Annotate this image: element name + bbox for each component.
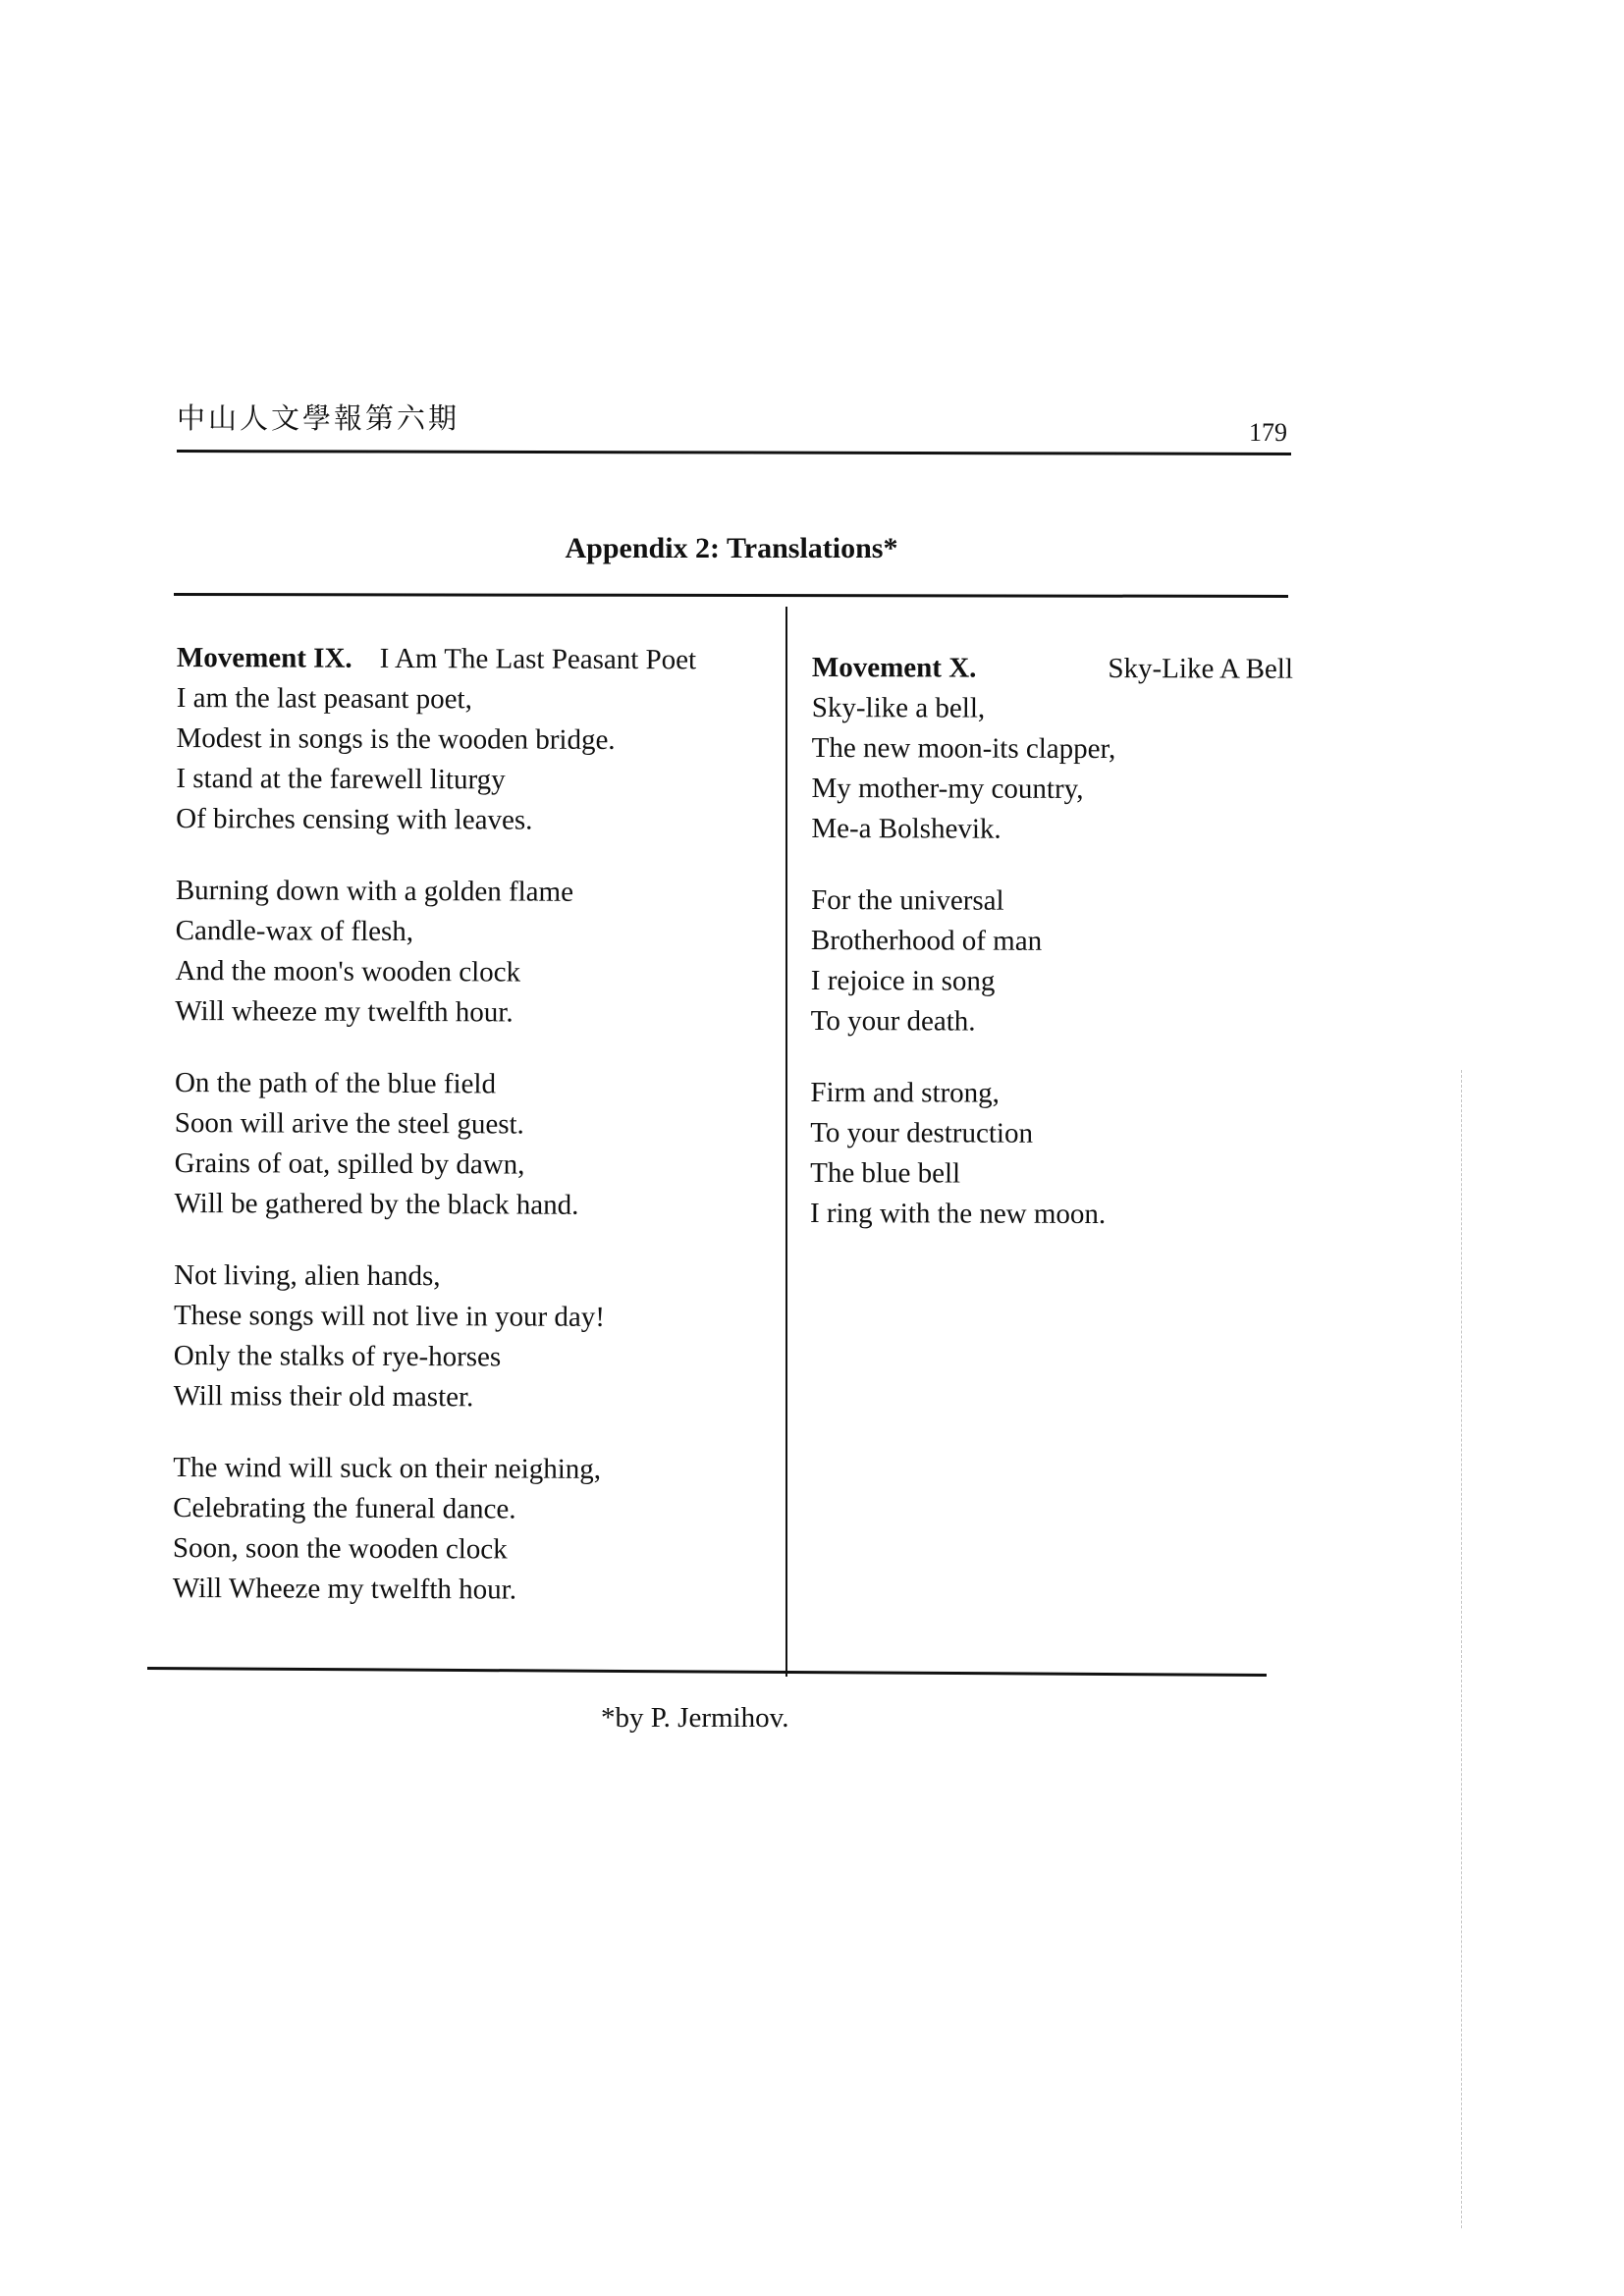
poem-line: The blue bell [810,1156,961,1190]
left-stanza [174,1255,764,1419]
footnote: *by P. Jermihov. [601,1702,789,1734]
left-movement-heading [177,638,766,681]
page-title: Appendix 2: Translations* [565,532,898,564]
poem-line: On the path of the blue field [174,1066,497,1100]
left-movement-label: Movement IX. [176,641,352,674]
right-stanza [811,881,1293,1043]
poem-line: Grains of oat, spilled by dawn, [174,1147,525,1181]
poem-line: Modest in songs is the wooden bridge. [176,721,616,756]
table-bottom-rule [147,1667,1267,1677]
poem-line: Soon will arive the steel guest. [174,1106,524,1141]
column-divider [785,607,787,1677]
poem-line: To your death. [810,1004,976,1038]
poem-line: I stand at the farewell liturgy [176,762,506,796]
poem-line: My mother-my country, [811,772,1084,805]
page-number: 179 [1249,418,1287,447]
poem-line: Will be gathered by the black hand. [174,1187,579,1221]
poem-line: Will wheeze my twelfth hour. [175,994,514,1029]
right-stanza [811,688,1293,851]
poem-line: To your destruction [810,1116,1034,1149]
poem-line: The new moon-its clapper, [811,731,1116,766]
poem-line: Not living, alien hands, [174,1258,441,1293]
poem-line: The wind will suck on their neighing, [173,1451,602,1485]
poem-line: For the universal [811,883,1004,917]
left-poem [173,638,766,1643]
poem-line: And the moon's wooden clock [175,954,521,988]
poem-line: Candle-wax of flesh, [175,914,414,948]
poem-line: Celebrating the funeral dance. [173,1491,516,1525]
poem-line: Brotherhood of man [810,924,1043,957]
header-rule [177,450,1291,455]
poem-line: Of birches censing with leaves. [176,802,533,836]
poem-line: I am the last peasant poet, [176,681,472,716]
poem-line: I rejoice in song [810,964,996,997]
right-movement-title: Sky-Like A Bell [1108,653,1293,685]
left-movement-title: I Am The Last Peasant Poet [379,642,697,676]
right-movement-heading [812,648,1293,690]
right-poem [810,648,1293,1267]
scan-artifact-line [1461,1070,1462,2228]
poem-line: Sky-like a bell, [811,691,986,724]
poem-line: Firm and strong, [810,1076,1001,1109]
right-movement-label: Movement X. [811,652,977,684]
poem-line: Will Wheeze my twelfth hour. [172,1572,517,1606]
table-top-rule [174,593,1288,598]
left-stanza [175,871,765,1035]
poem-line: Will miss their old master. [173,1379,474,1414]
poem-line: Only the stalks of rye-horses [173,1339,502,1373]
right-stanza [810,1073,1292,1236]
poem-line: Me-a Bolshevik. [811,812,1001,845]
journal-header: 中山人文學報第六期 [177,401,460,435]
poem-line: Soon, soon the wooden clock [172,1531,508,1566]
poem-line: I ring with the new moon. [809,1197,1107,1231]
left-stanza [176,678,766,842]
poem-line: These songs will not live in your day! [173,1299,606,1333]
poem-line: Burning down with a golden flame [175,874,574,908]
left-stanza [174,1063,764,1227]
left-stanza [173,1448,763,1612]
